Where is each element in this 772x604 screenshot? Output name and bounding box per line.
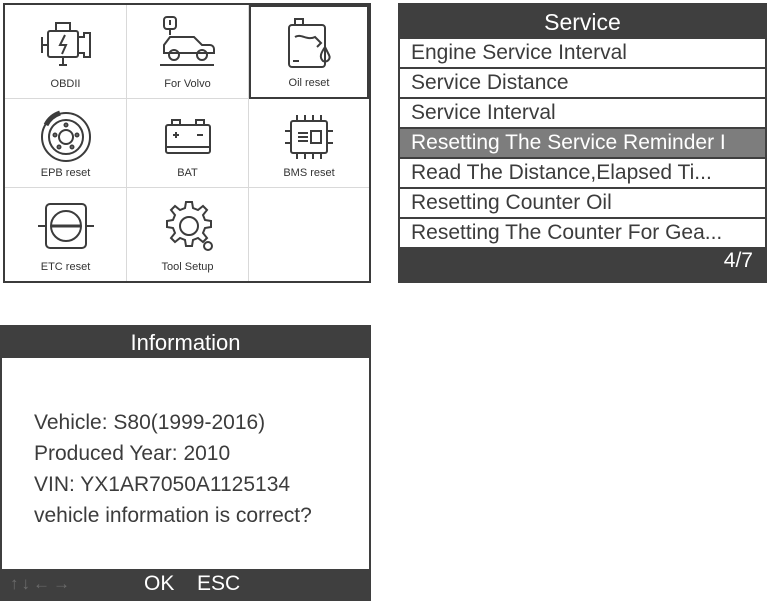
service-title: Service	[544, 9, 621, 35]
menu-item-label: For Volvo	[164, 78, 211, 90]
menu-item-bat[interactable]	[127, 99, 249, 188]
battery-icon	[156, 107, 220, 167]
bms-chip-icon	[277, 107, 341, 167]
menu-item-label: ETC reset	[40, 261, 91, 273]
oil-can-icon	[277, 15, 341, 75]
menu-item-epb-reset[interactable]	[5, 99, 127, 188]
menu-item-label: EPB reset	[40, 167, 91, 179]
menu-item-bms-reset[interactable]	[249, 99, 369, 188]
dialog-body	[34, 407, 312, 531]
throttle-icon	[34, 196, 98, 256]
confirm-question: vehicle information is correct?	[34, 504, 312, 527]
menu-item-obdii[interactable]	[5, 5, 127, 99]
dialog-footer	[2, 569, 369, 599]
brake-disc-icon	[34, 107, 98, 167]
service-panel	[398, 3, 767, 283]
menu-item-label: OBDII	[50, 78, 81, 90]
page-indicator: 4/7	[723, 249, 753, 272]
service-item-engine-service-interval[interactable]: Engine Service Interval	[400, 39, 765, 69]
menu-item-etc-reset[interactable]	[5, 188, 127, 281]
vehicle-line: Vehicle: S80(1999-2016)	[34, 411, 266, 434]
menu-item-for-volvo[interactable]	[127, 5, 249, 99]
ok-button[interactable]: OK	[144, 572, 175, 595]
arrow-keys-icon: ↑↓←→	[10, 574, 73, 593]
service-item-read-distance[interactable]: Read The Distance,Elapsed Ti...	[400, 159, 765, 189]
menu-item-label: Oil reset	[288, 77, 330, 89]
gear-icon	[156, 196, 220, 256]
menu-item-tool-setup[interactable]	[127, 188, 249, 281]
service-item-resetting-service-reminder[interactable]: Resetting The Service Reminder I	[400, 129, 765, 159]
main-menu-grid	[3, 3, 371, 283]
car-icon	[156, 13, 220, 73]
engine-icon	[34, 13, 98, 73]
menu-item-empty	[249, 188, 369, 281]
service-list	[400, 39, 765, 247]
service-item-resetting-counter-oil[interactable]: Resetting Counter Oil	[400, 189, 765, 219]
service-item-resetting-counter-gear[interactable]: Resetting The Counter For Gea...	[411, 221, 723, 244]
information-dialog	[0, 325, 371, 601]
menu-item-label: Tool Setup	[161, 261, 214, 273]
menu-item-label: BAT	[177, 167, 198, 179]
vin-line: VIN: YX1AR7050A1125134	[34, 473, 291, 496]
esc-button[interactable]: ESC	[197, 572, 241, 595]
service-item-service-distance[interactable]: Service Distance	[400, 69, 765, 99]
produced-year-line: Produced Year: 2010	[34, 442, 231, 465]
menu-item-oil-reset[interactable]	[249, 5, 369, 99]
menu-item-label: BMS reset	[283, 167, 335, 179]
service-item-service-interval[interactable]: Service Interval	[400, 99, 765, 129]
dialog-title: Information	[2, 327, 369, 358]
